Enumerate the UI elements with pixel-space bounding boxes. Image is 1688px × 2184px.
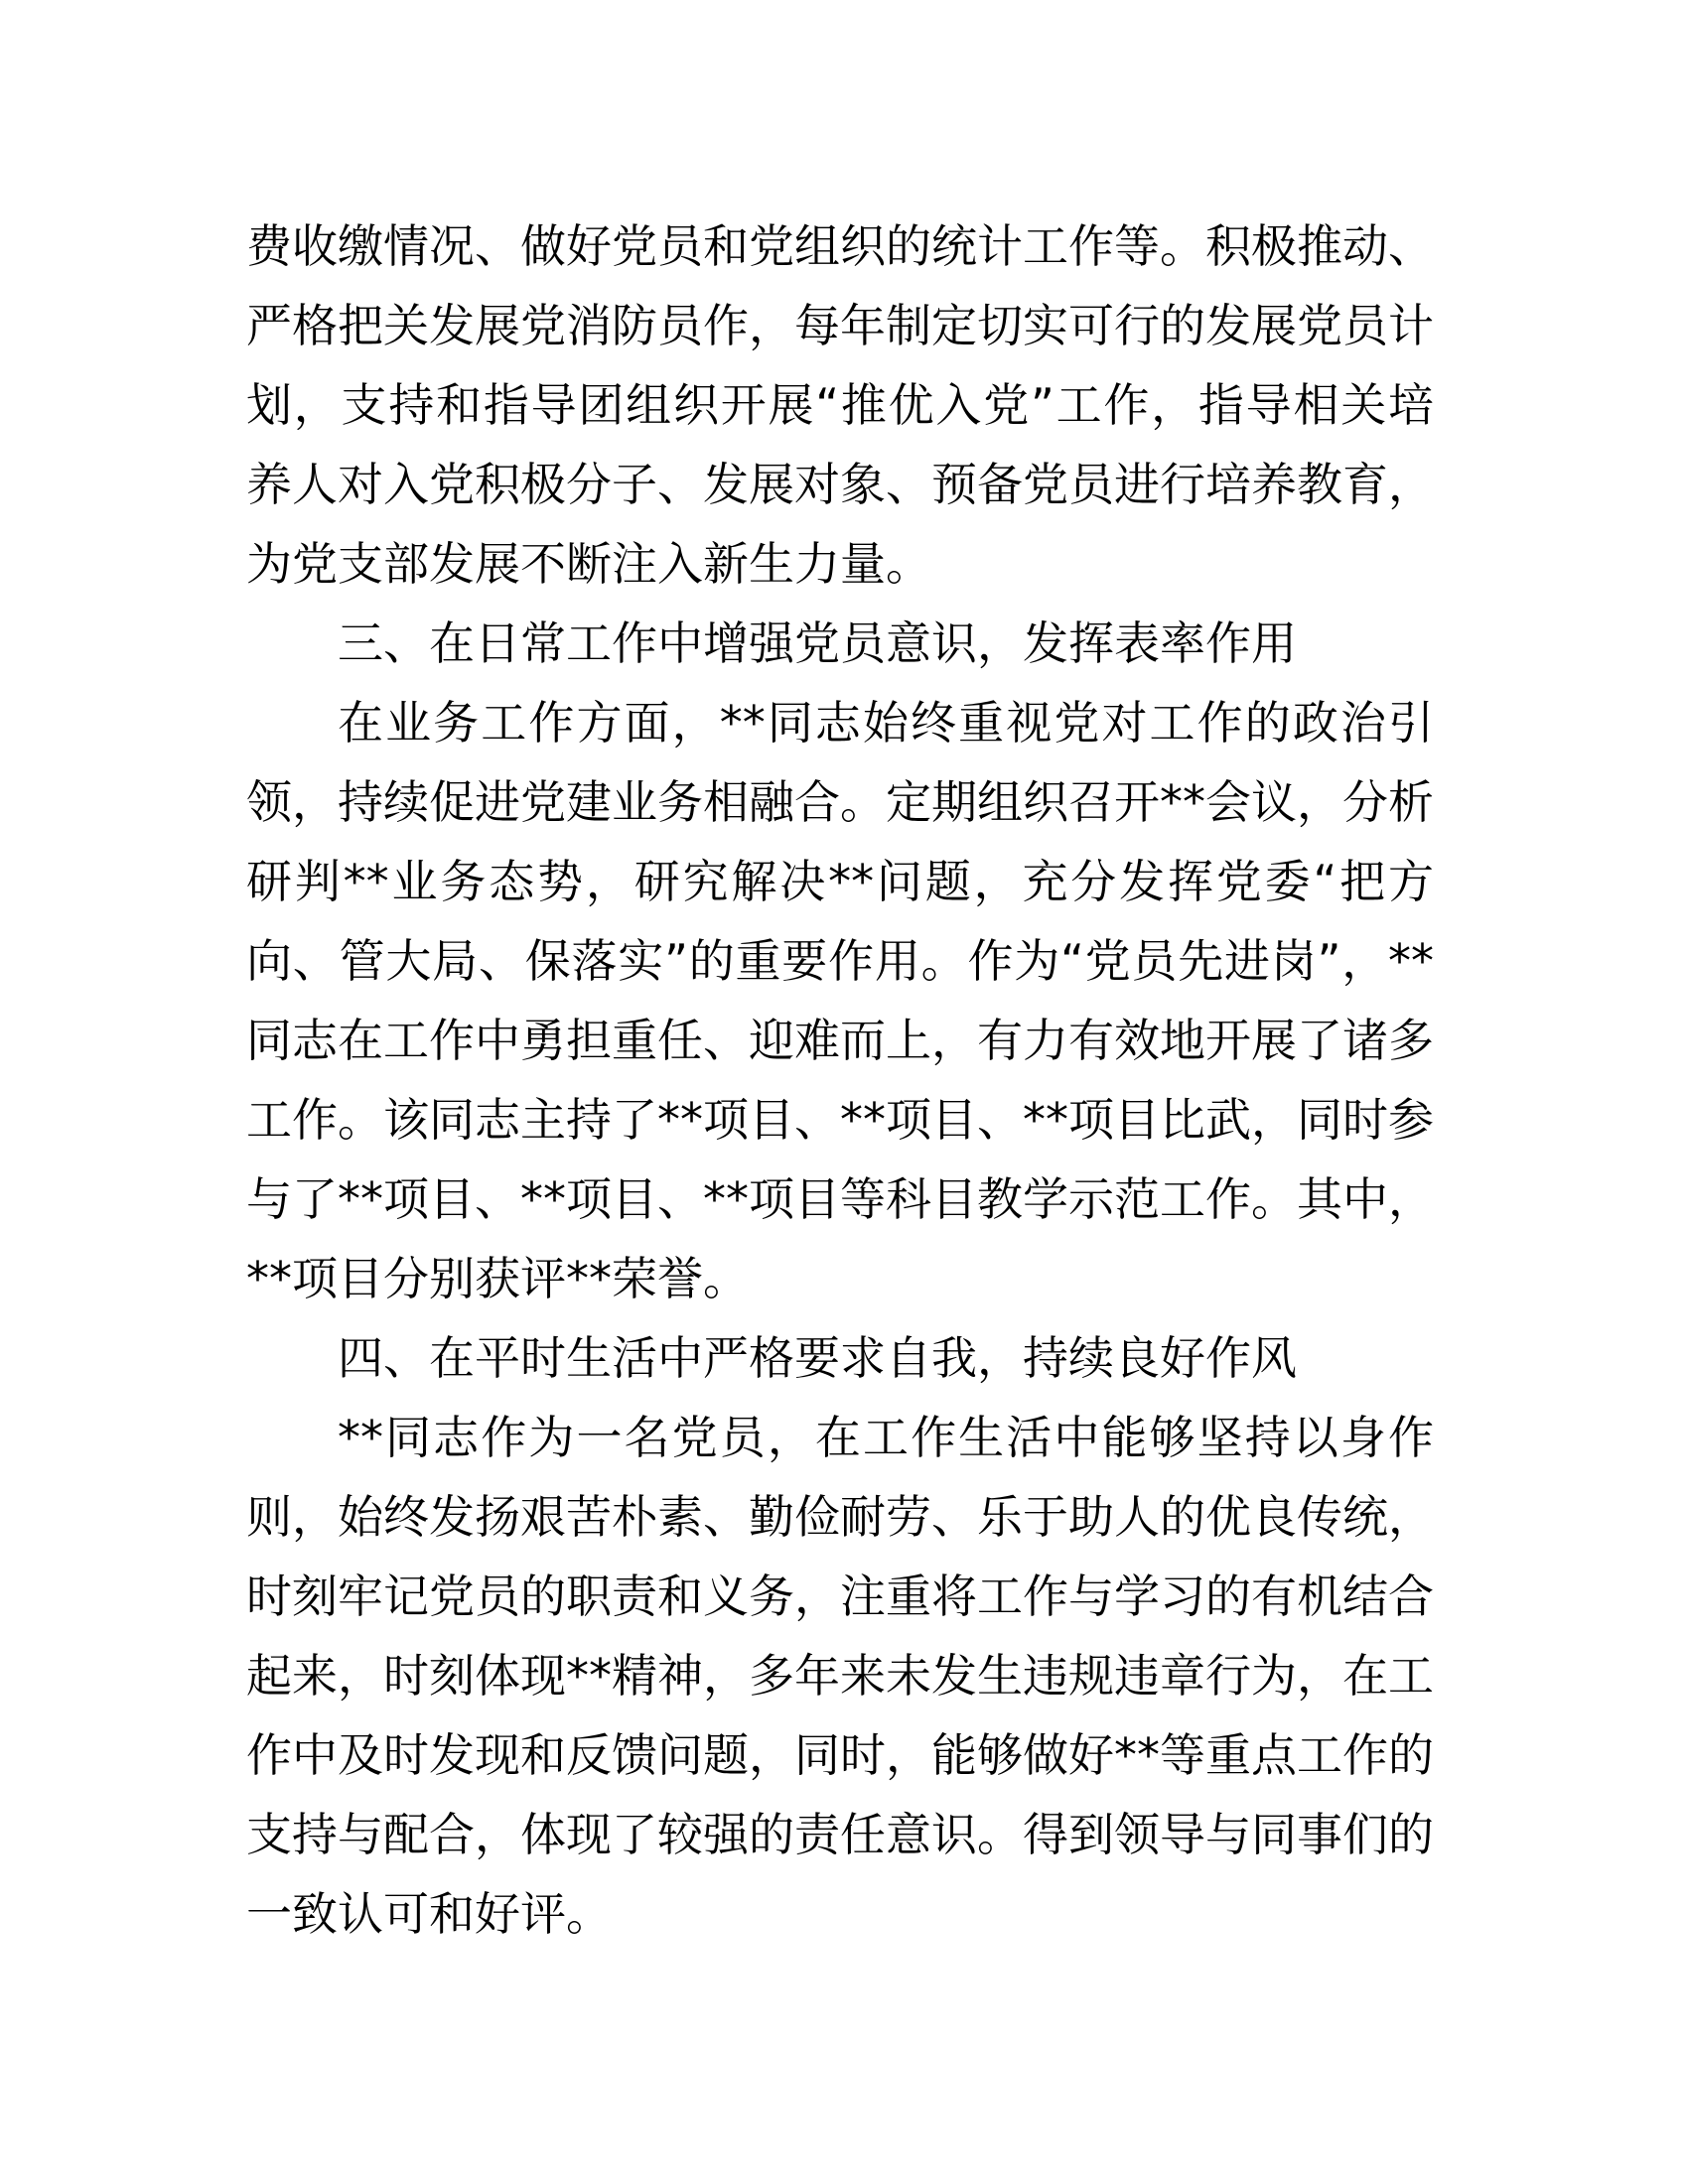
paragraph-daily-life-conduct: **同志作为一名党员，在工作生活中能够坚持以身作则，始终发扬艰苦朴素、勤俭耐劳、乐于助人的优良传统，时刻牢记党员的职责和义务，注重将工作与学习的有机结合起来，时刻体现**精神，多年来未发生违规违章行为，在工作中及时发现和反馈问题，同时，能够做好**等重点工作的支持与配合，体现了较强的责任意识。得到领导与同事们的一致认可和好评。 <box>246 1411 1434 1941</box>
paragraph-party-fee-and-development: 费收缴情况、做好党员和党组织的统计工作等。积极推动、严格把关发展党消防员作，每年制定切实可行的发展党员计划，支持和指导团组织开展“推优入党”工作，指导相关培养人对入党积极分子、发展对象、预备党员进行培养教育，为党支部发展不断注入新生力量。 <box>246 219 1434 591</box>
section-heading-three: 三、在日常工作中增强党员意识，发挥表率作用 <box>338 616 1297 670</box>
document-body <box>246 206 1434 1954</box>
section-heading-four: 四、在平时生活中严格要求自我，持续良好作风 <box>338 1331 1297 1385</box>
paragraph-business-work: 在业务工作方面，**同志始终重视党对工作的政治引领，持续促进党建业务相融合。定期组织召开**会议，分析研判**业务态势，研究解决**问题，充分发挥党委“把方向、管大局、保落实”的重要作用。作为“党员先进岗”，**同志在工作中勇担重任、迎难而上，有力有效地开展了诸多工作。该同志主持了**项目、**项目、**项目比武，同时参与了**项目、**项目、**项目等科目教学示范工作。其中，**项目分别获评**荣誉。 <box>246 696 1434 1305</box>
